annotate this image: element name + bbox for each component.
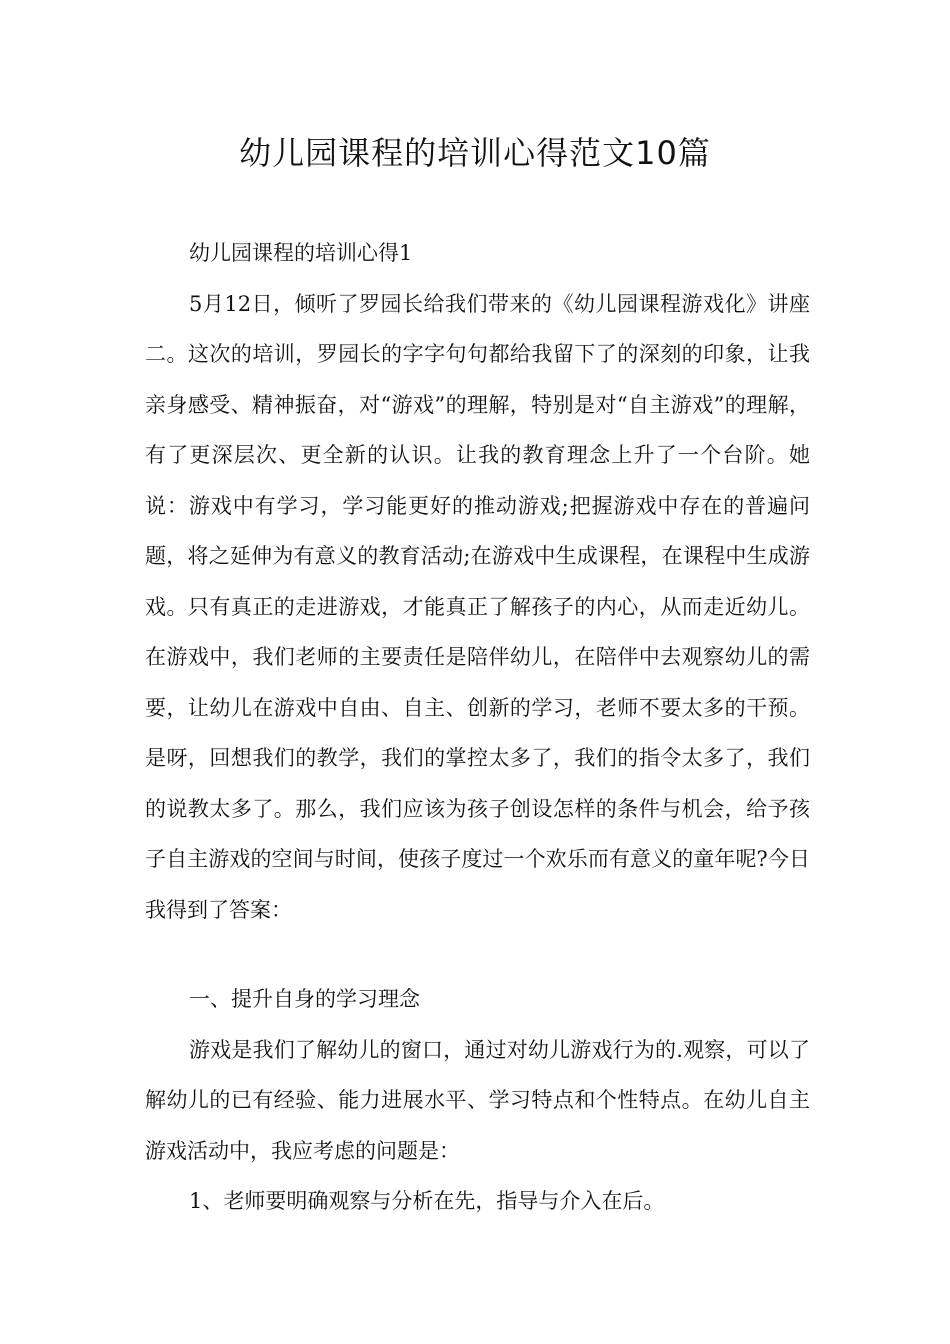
section-2-heading: 一、提升自身的学习理念	[189, 987, 420, 1011]
section-1-paragraph: 5月12日，倾听了罗园长给我们带来的《幼儿园课程游戏化》讲座二。这次的培训，罗园长的字字句句都给我留下了的深刻的印象，让我亲身感受、精神振奋，对“游戏”的理解，特别是对“自主游戏”的理解，有了更深层次、更全新的认识。让我的教育理念上升了一个台阶。她说：游戏中有学习，学习能更好的推动游戏;把握游戏中存在的普遍问题，将之延伸为有意义的教育活动;在游戏中生成课程，在课程中生成游戏。只有真正的走进游戏，才能真正了解孩子的内心，从而走近幼儿。在游戏中，我们老师的主要责任是陪伴幼儿，在陪伴中去观察幼儿的需要，让幼儿在游戏中自由、自主、创新的学习，老师不要太多的干预。是呀，回想我们的教学，我们的掌控太多了，我们的指令太多了，我们的说教太多了。那么，我们应该为孩子创设怎样的条件与机会，给予孩子自主游戏的空间与时间，使孩子度过一个欢乐而有意义的童年呢?今日我得到了答案：	[145, 291, 810, 922]
section-2	[145, 974, 810, 1227]
section-1	[145, 228, 810, 935]
document-title: 幼儿园课程的培训心得范文10篇	[239, 134, 711, 172]
section-1-heading: 幼儿园课程的培训心得1	[189, 241, 413, 265]
section-2-paragraph: 游戏是我们了解幼儿的窗口，通过对幼儿游戏行为的.观察，可以了解幼儿的已有经验、能力进展水平、学习特点和个性特点。在幼儿自主游戏活动中，我应考虑的问题是：	[145, 1037, 810, 1163]
section-2-item-1: 1、老师要明确观察与分析在先，指导与介入在后。	[189, 1189, 665, 1213]
